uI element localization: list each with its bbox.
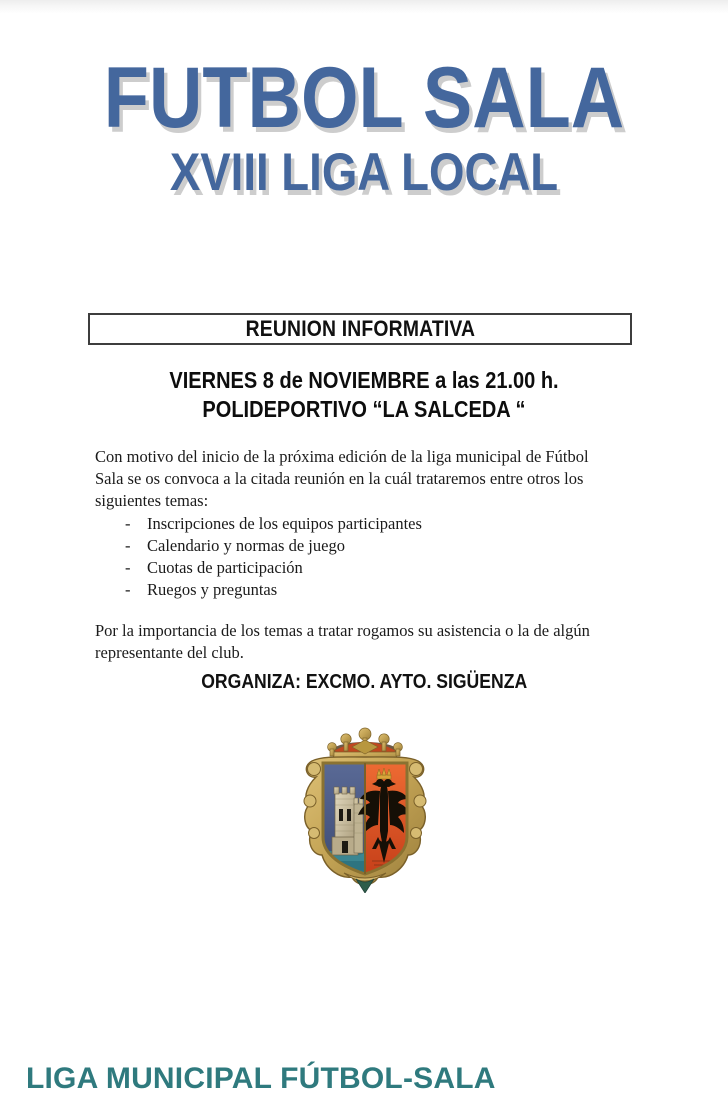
- reunion-heading-label: REUNION INFORMATIVA: [245, 316, 475, 341]
- headline-block: [0, 50, 728, 202]
- body-copy-block: [95, 446, 615, 664]
- bullet-dash-icon: -: [125, 558, 131, 578]
- bullet-dash-icon: -: [125, 580, 131, 600]
- list-item: [125, 579, 615, 601]
- list-item: [125, 557, 615, 579]
- scan-gradient-band: [0, 0, 728, 14]
- topics-list: [95, 513, 615, 601]
- poster-subtitle: XVIII LIGA LOCAL: [169, 142, 559, 202]
- closing-paragraph: Por la importancia de los temas a tratar rogamos su asistencia o la de algún representante del club.: [95, 621, 590, 662]
- event-datetime-venue: [0, 366, 728, 425]
- event-venue: POLIDEPORTIVO “LA SALCEDA “: [202, 396, 526, 423]
- bullet-dash-icon: -: [125, 514, 131, 534]
- list-item: [125, 535, 615, 557]
- bullet-dash-icon: -: [125, 536, 131, 556]
- siguenza-coat-of-arms-icon: [292, 727, 438, 893]
- shield: [320, 761, 410, 877]
- organizer-line: [0, 671, 728, 694]
- list-item-label: Cuotas de participación: [147, 558, 303, 578]
- poster-main-title: FUTBOL SALA: [103, 50, 625, 146]
- reunion-heading-box: [88, 313, 632, 345]
- list-item: [125, 513, 615, 535]
- list-item-label: Ruegos y preguntas: [147, 580, 278, 600]
- intro-paragraph: Con motivo del inicio de la próxima edición de la liga municipal de Fútbol Sala se os convoca a la citada reunión en la cuál trataremos entre otros los siguientes temas:: [95, 447, 589, 510]
- organizer-label: ORGANIZA: EXCMO. AYTO. SIGÜENZA: [201, 671, 527, 693]
- list-item-label: Calendario y normas de juego: [147, 536, 345, 556]
- event-date-time: VIERNES 8 de NOVIEMBRE a las 21.00 h.: [169, 367, 559, 393]
- list-item-label: Inscripciones de los equipos participantes: [147, 514, 422, 534]
- footer-league-label: LIGA MUNICIPAL FÚTBOL-SALA: [26, 1062, 496, 1095]
